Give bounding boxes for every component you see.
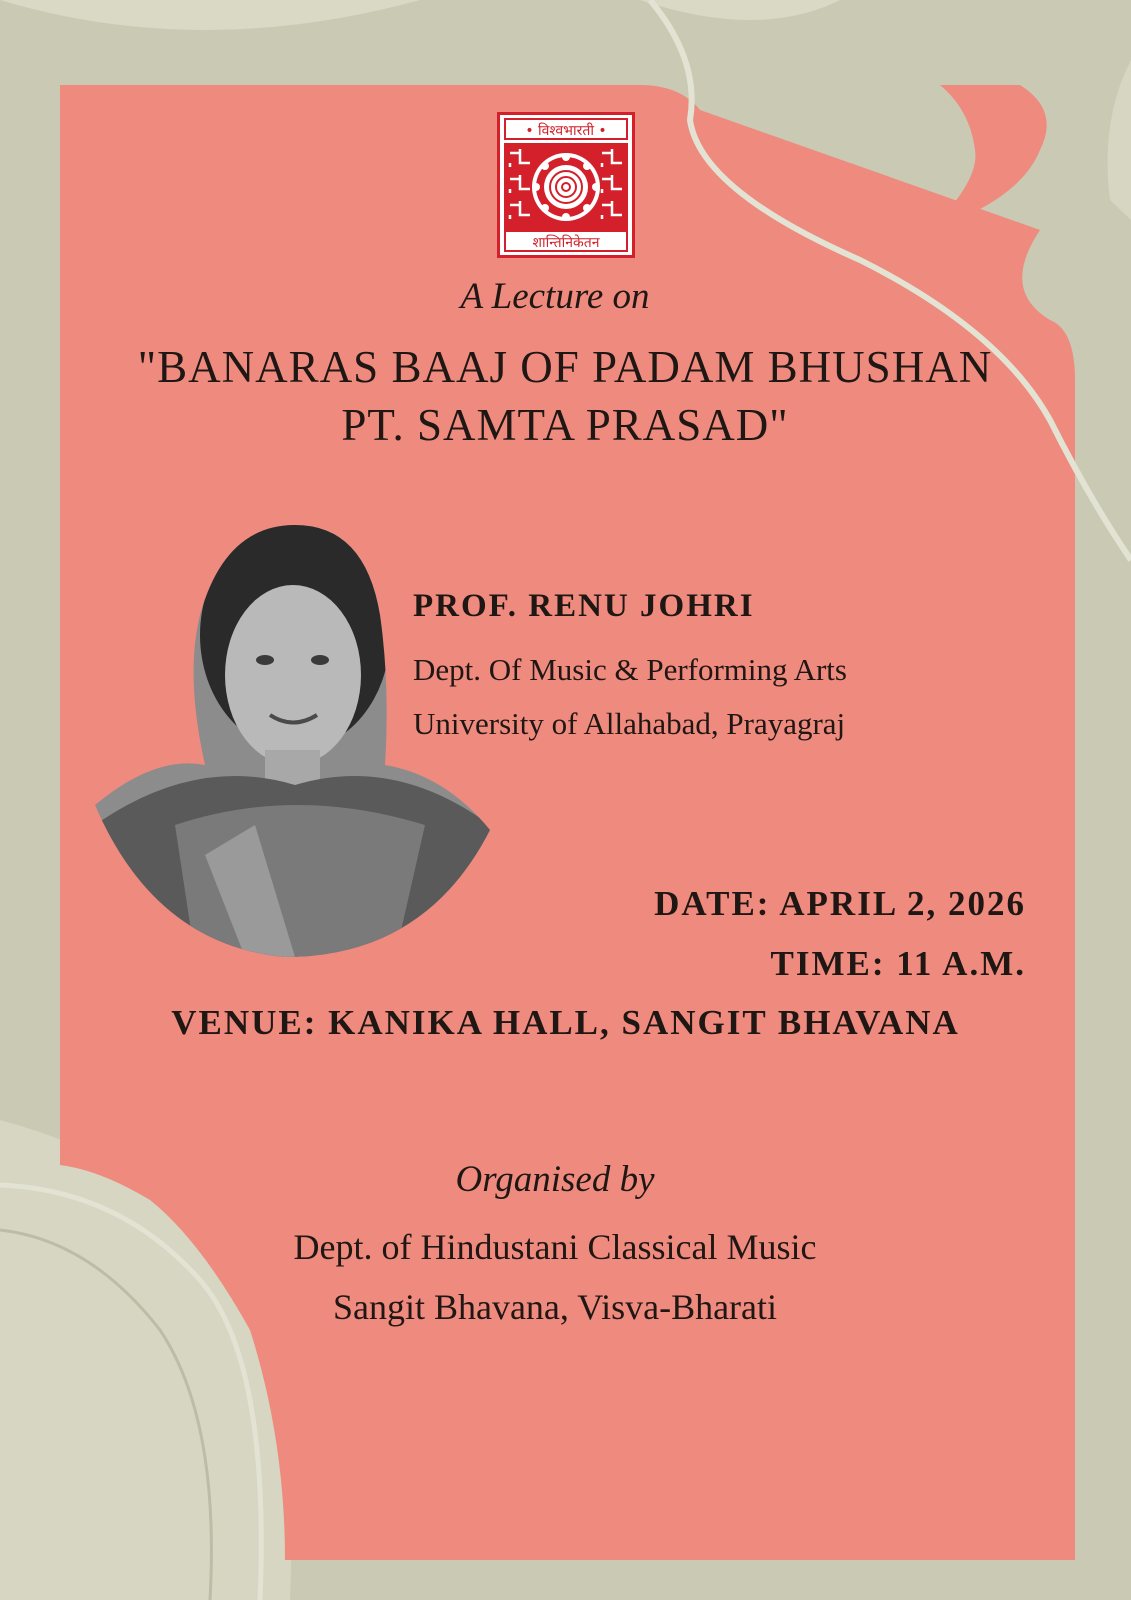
logo-top-text: • विश्वभारती • — [504, 118, 628, 140]
event-time: TIME: 11 A.M. — [770, 944, 1026, 983]
speaker-university: University of Allahabad, Prayagraj — [413, 706, 846, 741]
logo-emblem-icon — [504, 143, 628, 231]
organiser-institution: Sangit Bhavana, Visva-Bharati — [332, 1287, 778, 1327]
visva-bharati-logo — [497, 112, 635, 258]
organiser-department: Dept. of Hindustani Classical Music — [293, 1227, 817, 1267]
lecture-title-line1: "BANARAS BAAJ OF PADAM BHUSHAN — [137, 342, 993, 392]
event-date: DATE: APRIL 2, 2026 — [654, 884, 1026, 923]
event-venue: VENUE: KANIKA HALL, SANGIT BHAVANA — [171, 1003, 960, 1042]
lecture-intro: A Lecture on — [460, 276, 650, 317]
organised-by-label: Organised by — [455, 1159, 655, 1200]
speaker-department: Dept. Of Music & Performing Arts — [413, 652, 847, 687]
lecture-title — [60, 338, 1070, 454]
logo-bottom-text: शान्तिनिकेतन — [504, 230, 628, 252]
lecture-title-line2: PT. SAMTA PRASAD" — [341, 400, 789, 450]
speaker-name: PROF. RENU JOHRI — [413, 588, 755, 624]
